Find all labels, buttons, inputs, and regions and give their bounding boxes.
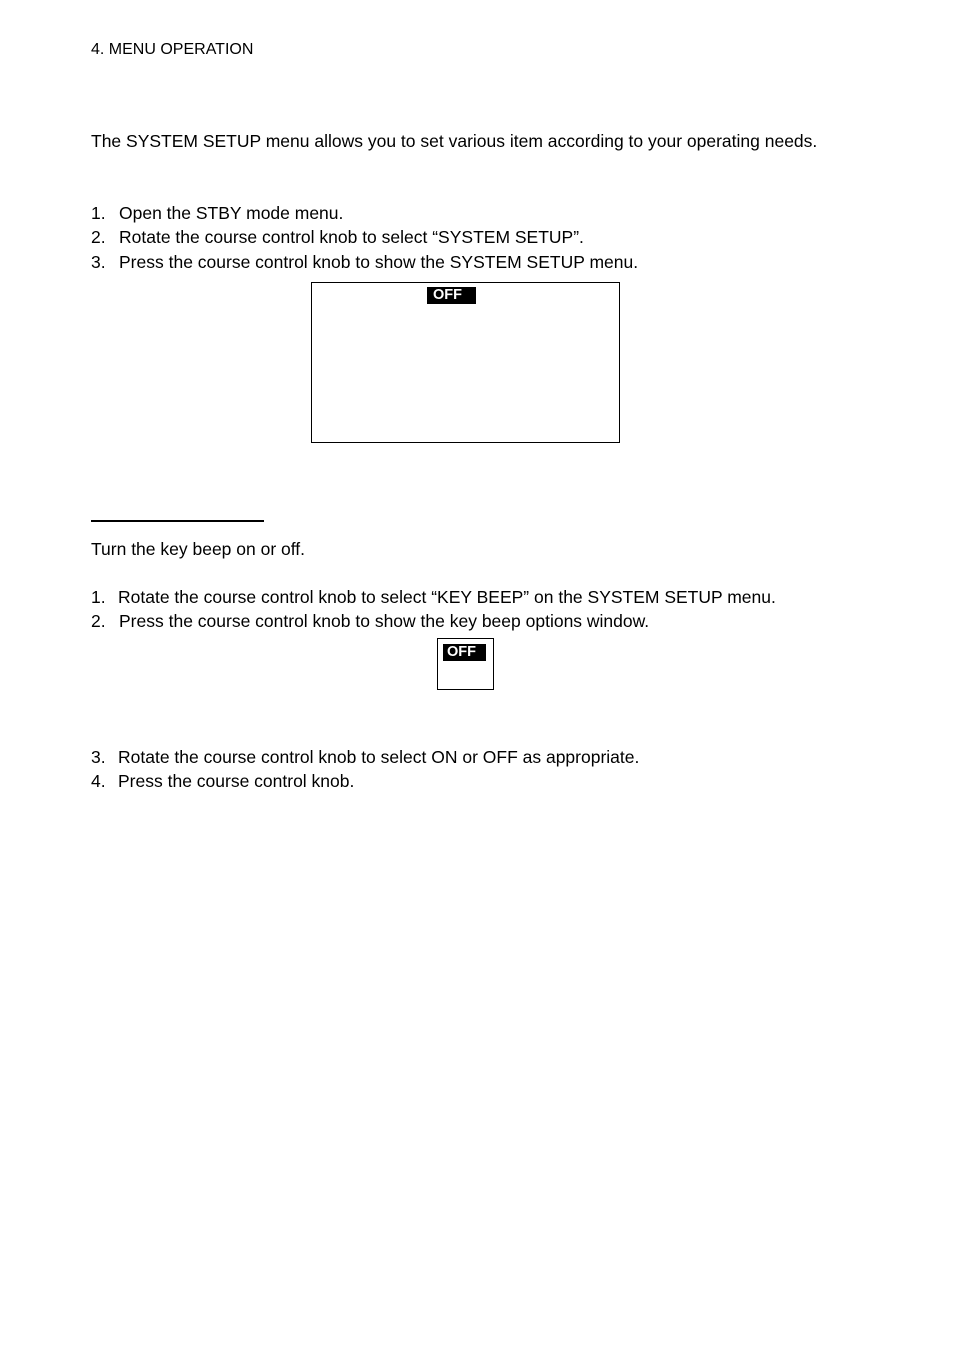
system-setup-intro: The SYSTEM SETUP menu allows you to set various item according to your operating needs. xyxy=(91,131,818,151)
key-beep-intro: Turn the key beep on or off. xyxy=(91,539,306,559)
step-text: Rotate the course control knob to select “SYSTEM SETUP”. xyxy=(119,227,584,247)
section-heading-rule xyxy=(91,520,264,522)
step-text: Press the course control knob. xyxy=(118,771,355,791)
system-setup-step-1 xyxy=(91,201,343,225)
step-number: 3. xyxy=(91,747,106,767)
off-badge: OFF xyxy=(443,644,486,661)
key-beep-step-1 xyxy=(91,585,776,609)
system-setup-menu-figure xyxy=(311,282,620,443)
step-text: Press the course control knob to show the key beep options window. xyxy=(119,611,650,631)
off-badge: OFF xyxy=(427,287,476,304)
system-setup-step-3 xyxy=(91,250,638,274)
step-number: 1. xyxy=(91,203,106,223)
step-text: Open the STBY mode menu. xyxy=(119,203,344,223)
system-setup-step-2 xyxy=(91,225,584,249)
key-beep-options-figure xyxy=(437,638,494,690)
step-number: 3. xyxy=(91,252,106,272)
step-number: 1. xyxy=(91,587,106,607)
step-text: Press the course control knob to show the SYSTEM SETUP menu. xyxy=(119,252,639,272)
step-number: 2. xyxy=(91,227,106,247)
key-beep-step-2 xyxy=(91,609,649,633)
key-beep-step-3 xyxy=(91,745,639,769)
step-text: Rotate the course control knob to select ON or OFF as appropriate. xyxy=(118,747,640,767)
running-header: 4. MENU OPERATION xyxy=(91,41,254,58)
step-text: Rotate the course control knob to select “KEY BEEP” on the SYSTEM SETUP menu. xyxy=(118,587,776,607)
step-number: 2. xyxy=(91,611,106,631)
step-number: 4. xyxy=(91,771,106,791)
key-beep-step-4 xyxy=(91,769,354,793)
